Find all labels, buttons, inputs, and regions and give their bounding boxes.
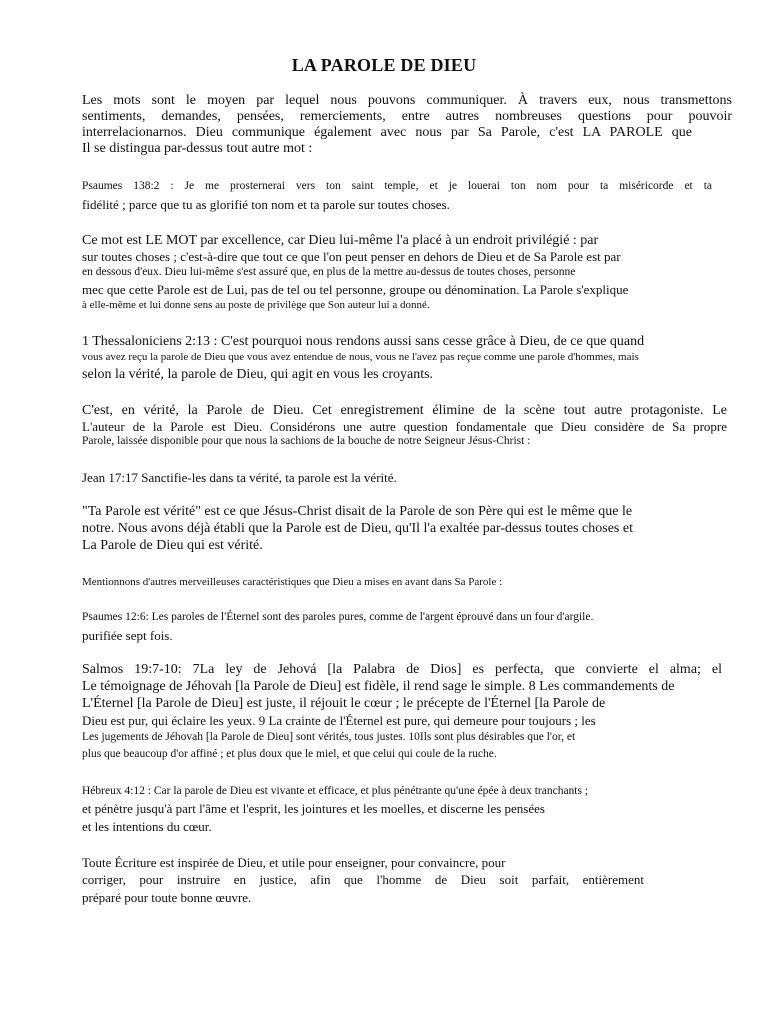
paragraph-psalm-12 — [82, 610, 732, 643]
text-line: La Parole de Dieu qui est vérité. — [82, 538, 263, 553]
page-title: LA PAROLE DE DIEU — [291, 55, 477, 75]
text-line: selon la vérité, la parole de Dieu, qui agit en vous les croyants. — [82, 367, 434, 382]
text-line: en dessous d'eux. Dieu lui-même s'est assuré que, en plus de la mettre au-dessus de toutes choses, personne — [82, 266, 576, 278]
text-line: notre. Nous avons déjà établi que la Parole est de Dieu, qu'Il l'a exaltée par-dessus toutes choses et — [82, 521, 633, 536]
text-line: et les intentions du cœur. — [82, 819, 212, 834]
text-line: mec que cette Parole est de Lui, pas de tel ou tel personne, groupe ou dénomination. La Parole s'explique — [82, 282, 629, 297]
text-line: Hébreux 4:12 : Car la parole de Dieu est vivante et efficace, et plus pénétrante qu'une épée à deux tranchants ; — [82, 785, 589, 797]
text-line: sentiments, demandes, pensées, remerciements, entre autres nombreuses questions pour pouvoir — [82, 109, 732, 124]
text-line: plus que beaucoup d'or affiné ; et plus doux que le miel, et que celui qui coule de la ruche. — [82, 748, 497, 760]
text-line: Jean 17:17 Sanctifie-les dans ta vérité, ta parole est la vérité. — [82, 470, 397, 485]
paragraph-hebreux — [82, 783, 732, 836]
paragraph-verite — [82, 403, 732, 449]
text-line: Le témoignage de Jéhovah [la Parole de Dieu] est fidèle, il rend sage le simple. 8 Les commandements de — [82, 679, 675, 694]
paragraph-le-mot — [82, 233, 732, 313]
paragraph-jean — [82, 470, 732, 485]
text-line: purifiée sept fois. — [82, 628, 173, 643]
text-line: Dieu est pur, qui éclaire les yeux. 9 La crainte de l'Éternel est pure, qui demeure pour toujours ; les — [82, 713, 596, 728]
text-line: Mentionnons d'autres merveilleuses caractéristiques que Dieu a mises en avant dans Sa Parole : — [82, 576, 503, 588]
paragraph-mentionnons — [82, 575, 732, 590]
text-line: L'Éternel [la Parole de Dieu] est juste, il réjouit le cœur ; le précepte de l'Éternel [la Parole de — [82, 696, 606, 711]
text-line: corriger, pour instruire en justice, afin que l'homme de Dieu soit parfait, entièrement — [82, 872, 644, 887]
paragraph-salmos-19 — [82, 661, 732, 763]
text-line: Les mots sont le moyen par lequel nous pouvons communiquer. À travers eux, nous transmettons — [82, 93, 732, 108]
text-line: Salmos 19:7-10: 7La ley de Jehová [la Palabra de Dios] es perfecta, que convierte el alma; el — [82, 662, 722, 677]
text-line: Psaumes 12:6: Les paroles de l'Éternel sont des paroles pures, comme de l'argent éprouvé dans un four d'argile. — [82, 611, 594, 623]
text-line: à elle-même et lui donne sens au poste de privilège que Son auteur lui a donné. — [82, 299, 430, 311]
paragraph-ta-parole — [82, 503, 732, 554]
text-line: C'est, en vérité, la Parole de Dieu. Cet enregistrement élimine de la scène tout autre protagoniste. Le — [82, 403, 727, 418]
text-line: Il se distingua par-dessus tout autre mot : — [82, 141, 313, 156]
text-line: préparé pour toute bonne œuvre. — [82, 890, 252, 905]
text-line: Les jugements de Jéhovah [la Parole de Dieu] sont vérités, tous justes. 10Ils sont plus désirables que l'or, et — [82, 731, 576, 743]
text-line: Toute Écriture est inspirée de Dieu, et utile pour enseigner, pour convaincre, pour — [82, 855, 506, 870]
text-line: Parole, laissée disponible pour que nous la sachions de la bouche de notre Seigneur Jésus-Christ : — [82, 435, 531, 447]
text-line: Ce mot est LE MOT par excellence, car Dieu lui-même l'a placé à un endroit privilégié : par — [82, 233, 599, 248]
paragraph-psalm-138 — [82, 179, 732, 212]
text-line: vous avez reçu la parole de Dieu que vous avez entendue de nous, vous ne l'avez pas reçue comme une parole d'hommes, mais — [82, 351, 639, 363]
text-line: Psaumes 138:2 : Je me prosternerai vers ton saint temple, et je louerai ton nom pour ta miséricorde et ta — [82, 180, 712, 192]
text-line: "Ta Parole est vérité" est ce que Jésus-Christ disait de la Parole de son Père qui est le même que le — [82, 504, 633, 519]
text-line: interrelacionarnos. Dieu communique également avec nous par Sa Parole, c'est LA PAROLE que — [82, 125, 692, 140]
text-line: sur toutes choses ; c'est-à-dire que tout ce que l'on peut penser en dehors de Dieu et de Sa Parole est par — [82, 249, 621, 264]
paragraph-toute-ecriture — [82, 854, 732, 907]
text-line: L'auteur de la Parole est Dieu. Considérons une autre question fondamentale que Dieu considère de Sa propre — [82, 419, 727, 434]
text-line: 1 Thessaloniciens 2:13 : C'est pourquoi nous rendons aussi sans cesse grâce à Dieu, de ce que quand — [82, 334, 645, 349]
text-line: fidélité ; parce que tu as glorifié ton nom et ta parole sur toutes choses. — [82, 197, 450, 212]
text-line: et pénètre jusqu'à part l'âme et l'esprit, les jointures et les moelles, et discerne les pensées — [82, 801, 545, 816]
paragraph-intro — [82, 93, 732, 157]
paragraph-thessaloniciens — [82, 334, 732, 385]
